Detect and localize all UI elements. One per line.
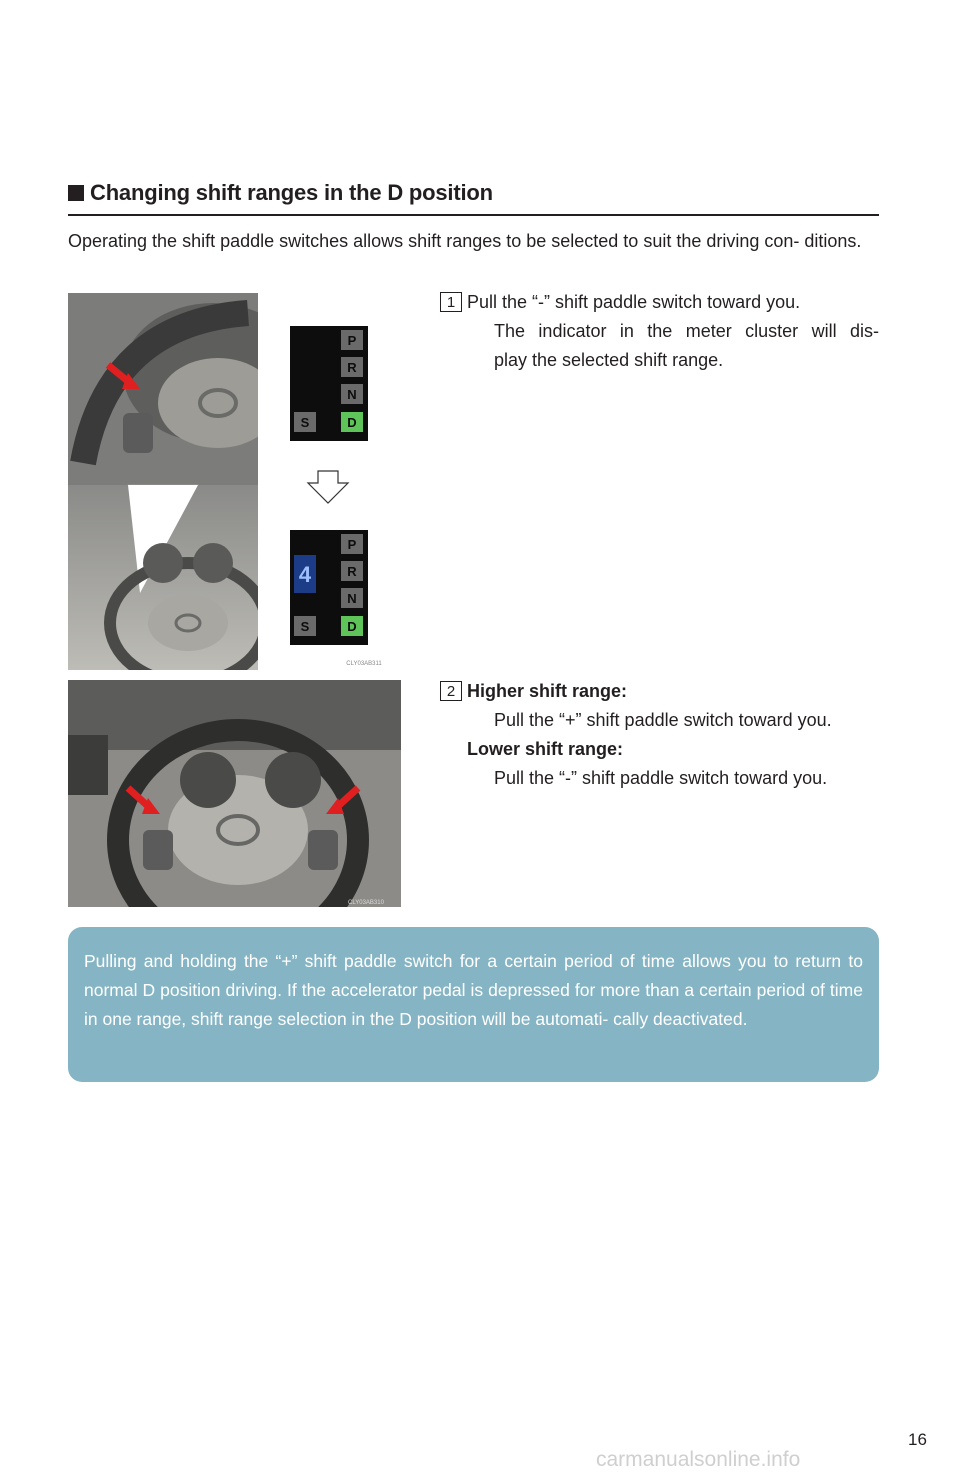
- heading-rule: [68, 214, 879, 216]
- indicator-top-d: D: [347, 415, 357, 430]
- step2-higher-text: Pull the “+” shift paddle switch toward you.: [494, 710, 832, 730]
- indicator-bottom-d: D: [347, 619, 357, 634]
- figure-steering-paddle-indicator: [68, 293, 401, 670]
- step1-number: 1: [440, 292, 462, 312]
- section-heading: [68, 180, 880, 206]
- indicator-panel-top: [290, 326, 368, 441]
- indicator-bottom-p: P: [347, 537, 357, 552]
- page-number: 16: [908, 1430, 927, 1449]
- intro-paragraph: Operating the shift paddle switches allows shift ranges to be selected to suit the driving con- ditions.: [68, 231, 862, 251]
- heading-square-icon: [68, 185, 84, 201]
- figure1-code: CLY03AB311: [346, 661, 382, 667]
- section-title: Changing shift ranges in the D position: [90, 180, 493, 205]
- step2-lower-label: Lower shift range:: [467, 739, 624, 759]
- indicator-bottom-s: S: [300, 619, 310, 634]
- range-display: 4: [298, 562, 312, 587]
- note-box: Pulling and holding the “+” shift paddle switch for a certain period of time allows you to return to normal D position driving. If the accelerator pedal is depressed for more than a certain period of time in one range, shift range selection in the D position will be automati- cally deactivated.: [68, 927, 879, 1082]
- indicator-bottom-r: R: [347, 564, 357, 579]
- step2-lower-text: Pull the “-” shift paddle switch toward you.: [494, 768, 828, 788]
- step1-line1: Pull the “-” shift paddle switch toward you.: [467, 292, 801, 312]
- watermark: carmanualsonline.info: [596, 1448, 801, 1471]
- step2-number: 2: [440, 681, 462, 701]
- figure-steering-wheel: [68, 680, 401, 907]
- step2-higher-label: Higher shift range:: [467, 681, 628, 701]
- step1-line2: The indicator in the meter cluster will dis-: [494, 321, 879, 341]
- indicator-bottom-n: N: [347, 591, 357, 606]
- indicator-panel-bottom: [290, 530, 368, 645]
- indicator-top-r: R: [347, 360, 357, 375]
- step1-line3: play the selected shift range.: [494, 350, 724, 370]
- indicator-top-p: P: [347, 333, 357, 348]
- indicator-top-n: N: [347, 387, 357, 402]
- indicator-top-s: S: [300, 415, 310, 430]
- figure2-code: CLY03AB310: [348, 900, 384, 906]
